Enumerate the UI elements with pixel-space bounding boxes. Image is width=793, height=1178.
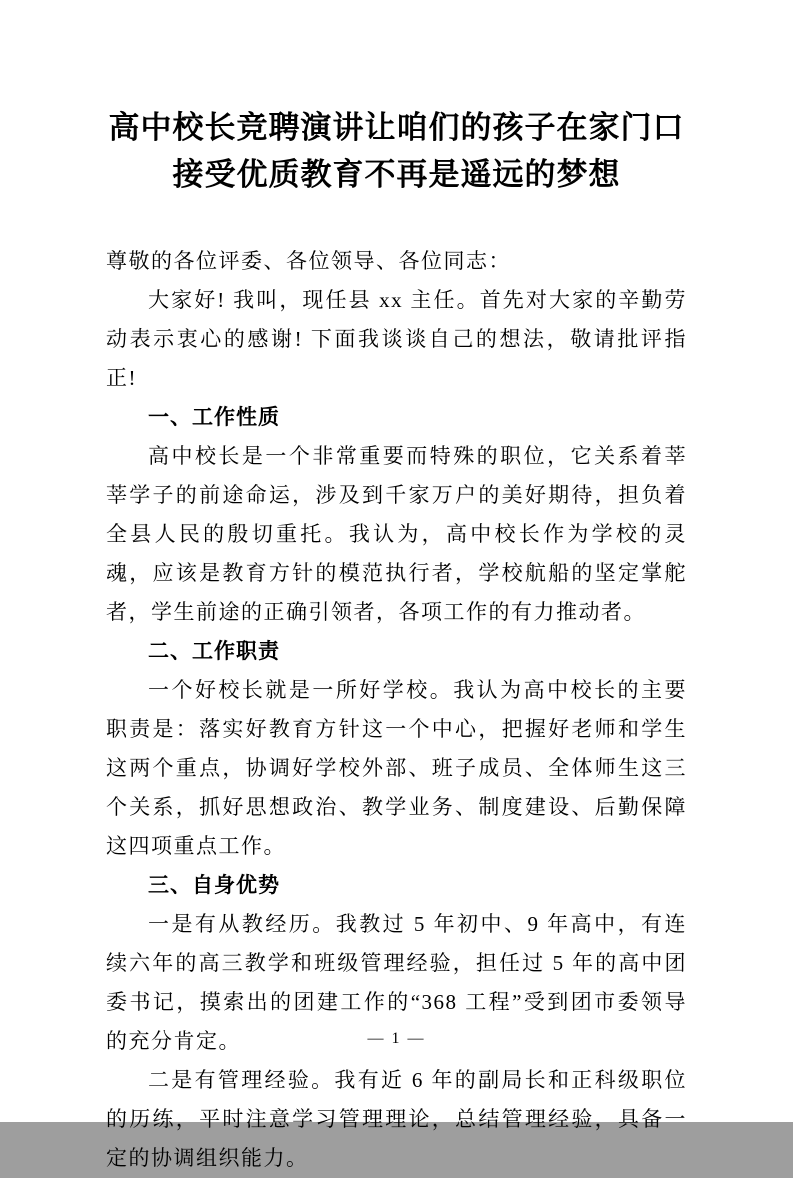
section-3-paragraph-management-experience: 二是有管理经验。我有近 6 年的副局长和正科级职位的历练，平时注意学习管理理论，总结管理经验，具备一定的协调组织能力。 <box>106 1068 687 1170</box>
document-content <box>106 104 687 1178</box>
document-title <box>106 104 687 198</box>
section-heading-2-work-duties: 二、工作职责 <box>148 640 280 663</box>
document-title-line-2: 接受优质教育不再是遥远的梦想 <box>172 157 621 192</box>
section-3-paragraph-teaching-experience: 一是有从教经历。我教过 5 年初中、9 年高中，有连续六年的高三教学和班级管理经验，担任过 5 年的高中团委书记，摸索出的团建工作的“368 工程”受到团市委领导的充分肯定。 <box>106 912 687 1053</box>
page-number: — 1 — <box>367 1030 426 1047</box>
section-heading-3-own-strengths: 三、自身优势 <box>148 874 280 897</box>
section-1-paragraph: 高中校长是一个非常重要而特殊的职位，它关系着莘莘学子的前途命运，涉及到千家万户的美好期待，担负着全县人民的殷切重托。我认为，高中校长作为学校的灵魂，应该是教育方针的模范执行者，学校航船的坚定掌舵者，学生前途的正确引领者，各项工作的有力推动者。 <box>106 444 687 624</box>
section-heading-1-work-nature: 一、工作性质 <box>148 406 280 429</box>
section-2-paragraph: 一个好校长就是一所好学校。我认为高中校长的主要职责是：落实好教育方针这一个中心，把握好老师和学生这两个重点，协调好学校外部、班子成员、全体师生这三个关系，抓好思想政治、教学业务、制度建设、后勤保障这四项重点工作。 <box>106 678 687 858</box>
intro-paragraph: 大家好! 我叫，现任县 xx 主任。首先对大家的辛勤劳动表示衷心的感谢! 下面我谈谈自己的想法，敬请批评指正! <box>106 288 687 390</box>
salutation-line: 尊敬的各位评委、各位领导、各位同志： <box>106 249 511 273</box>
document-title-line-1: 高中校长竞聘演讲让咱们的孩子在家门口 <box>108 110 685 145</box>
